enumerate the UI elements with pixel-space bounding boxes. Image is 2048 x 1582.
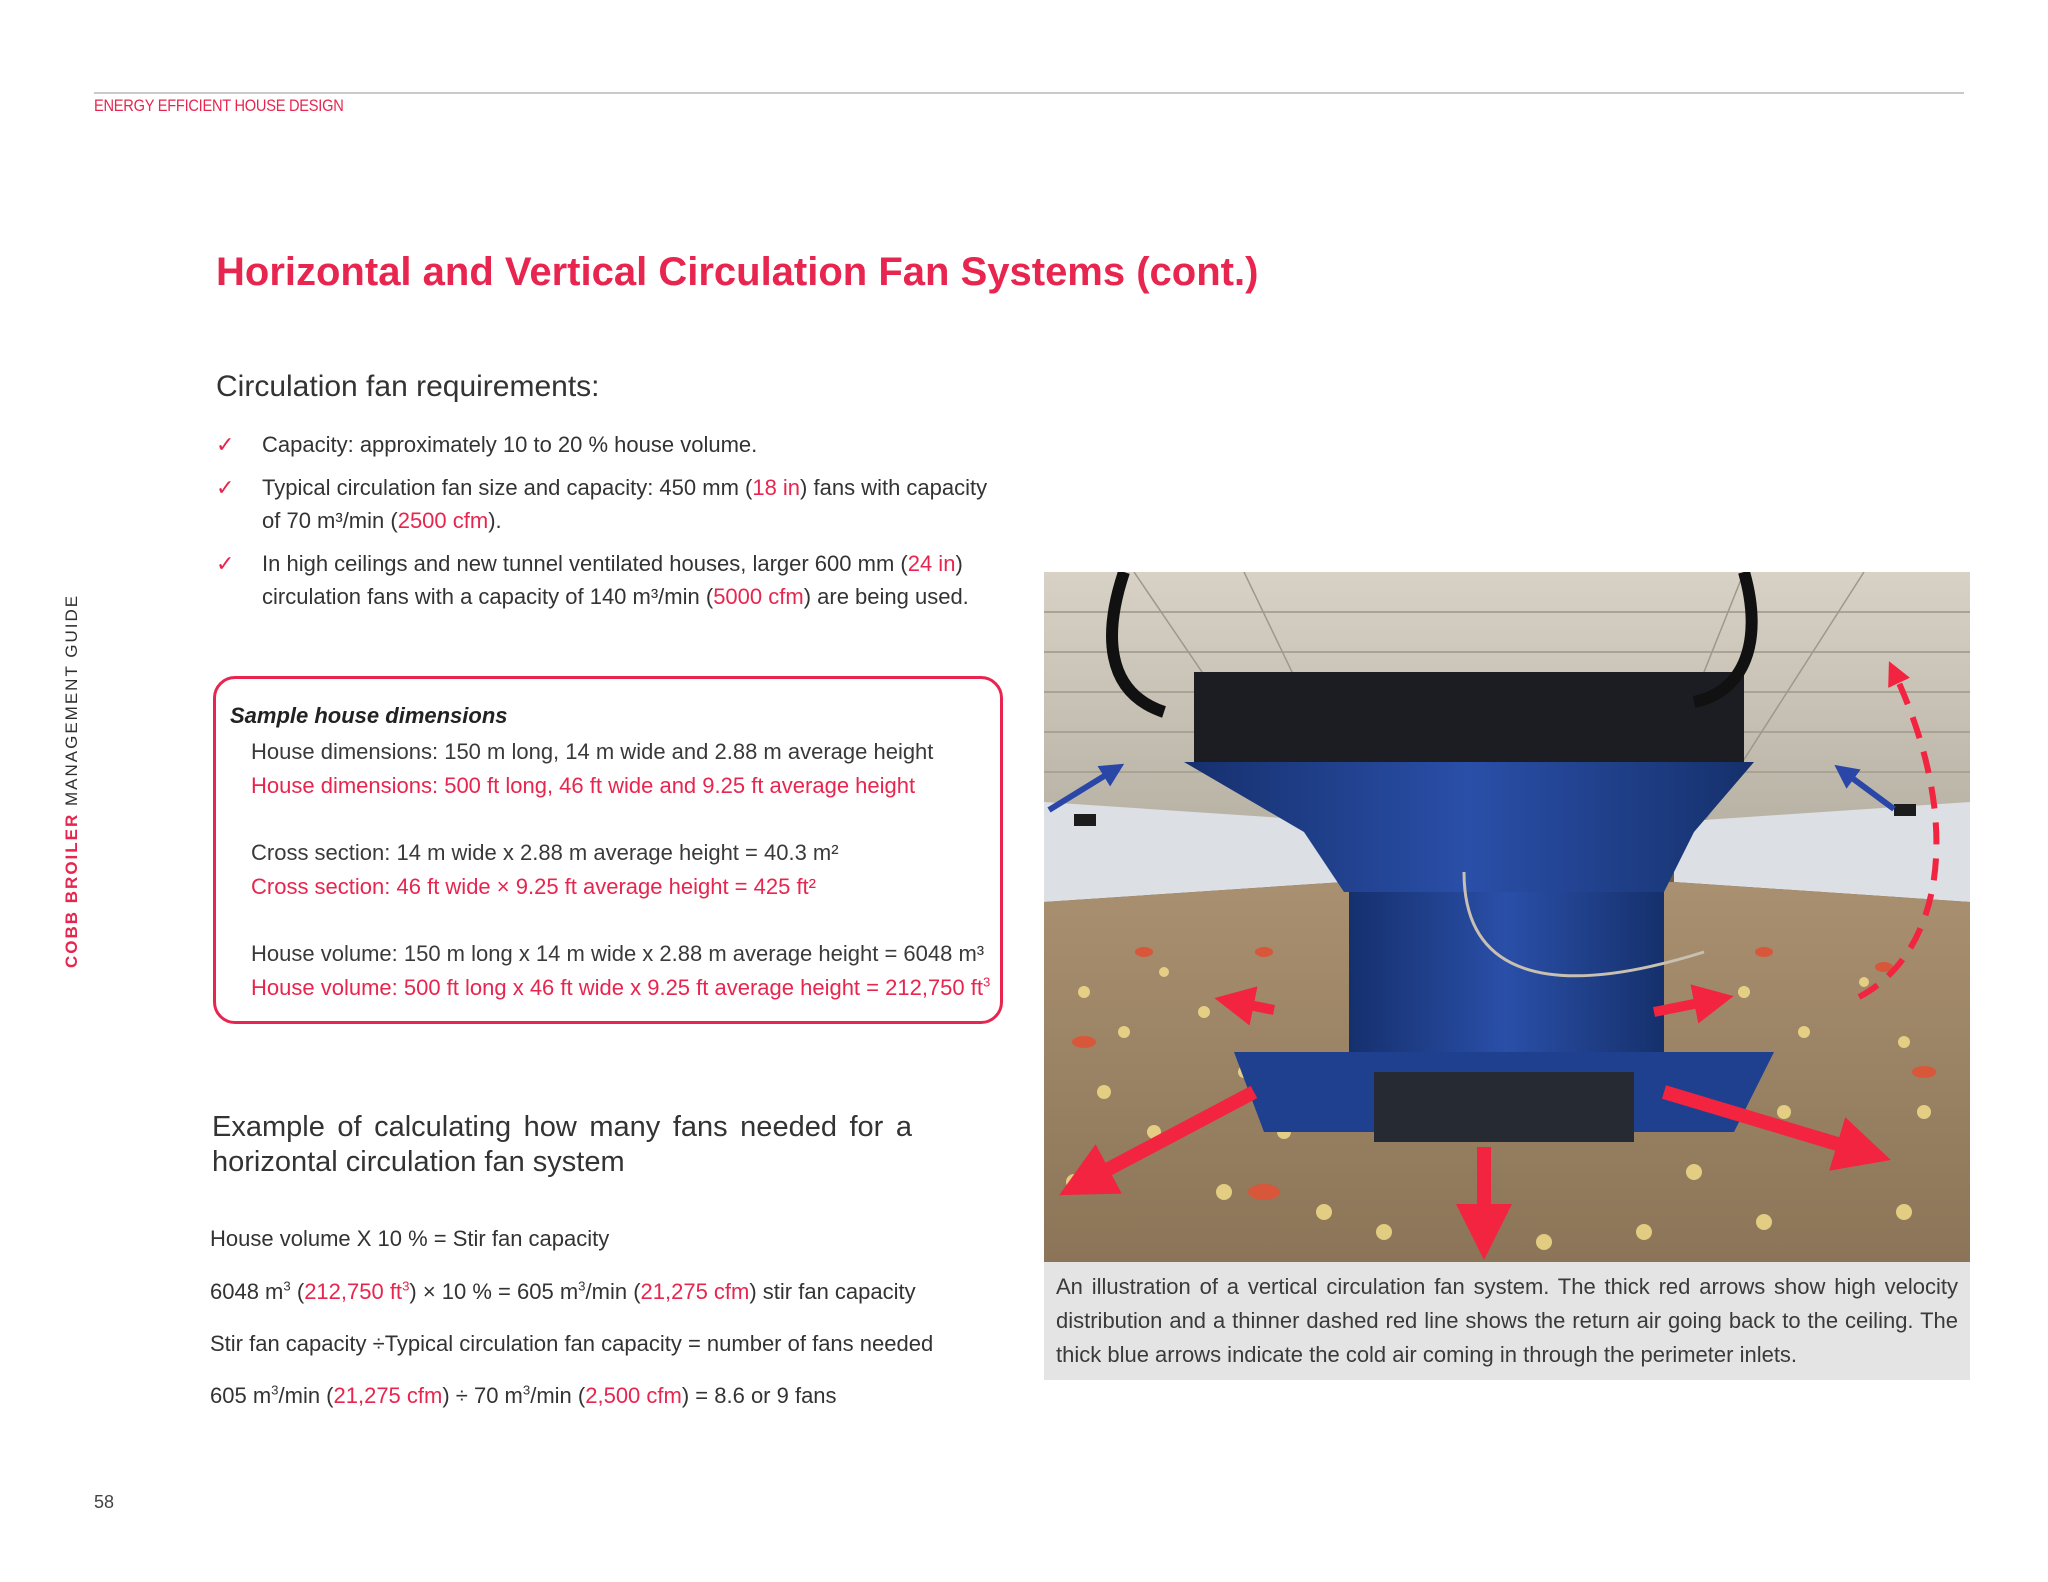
calc-line-3: Stir fan capacity ÷Typical circulation fan capacity = number of fans needed bbox=[210, 1331, 934, 1356]
requirement-text: ). bbox=[488, 508, 502, 533]
requirement-text: ) circulation fans with a capacity of 140 m³/min ( bbox=[262, 551, 963, 609]
volume-imperial bbox=[251, 971, 990, 1005]
check-icon: ✓ bbox=[216, 432, 235, 457]
calc-text: ) ÷ 70 m bbox=[442, 1383, 523, 1408]
superscript: 3 bbox=[283, 1278, 291, 1294]
requirement-text: ) fans with capacity of 70 m³/min ( bbox=[262, 475, 988, 533]
side-brand: COBB BROILER bbox=[62, 812, 81, 968]
dims-imperial: House dimensions: 500 ft long, 46 ft wide and 9.25 ft average height bbox=[251, 773, 916, 798]
requirement-text: ) are being used. bbox=[803, 584, 969, 609]
imperial-value: 2500 cfm bbox=[397, 508, 489, 533]
calc-text: ) = 8.6 or 9 fans bbox=[681, 1383, 837, 1408]
volume-imperial-text: House volume: 500 ft long x 46 ft wide x 9.25 ft average height = 212,750 ft bbox=[251, 975, 983, 1000]
side-rest: MANAGEMENT GUIDE bbox=[62, 593, 81, 813]
calc-text: ) stir fan capacity bbox=[749, 1279, 916, 1304]
calc-line-2 bbox=[210, 1279, 916, 1305]
sample-box-lines bbox=[251, 735, 990, 1005]
figure-caption: An illustration of a vertical circulation fan system. The thick red arrows show high velocity distribution and a thinner dashed red line shows the return air going back to the ceiling. The thick blue arrows indicate the cold air coming in through the perimeter inlets. bbox=[1044, 1262, 1970, 1380]
sample-dimensions-box bbox=[213, 676, 1003, 1024]
superscript: 3 bbox=[578, 1278, 586, 1294]
header-rule bbox=[94, 92, 1964, 94]
imperial-value: 212,750 ft bbox=[304, 1279, 403, 1304]
fan-system-photo bbox=[1044, 572, 1970, 1262]
calc-text: 6048 m bbox=[210, 1279, 284, 1304]
side-running-title bbox=[62, 594, 82, 968]
sample-box-title: Sample house dimensions bbox=[230, 703, 508, 728]
imperial-value: 21,275 cfm bbox=[333, 1383, 443, 1408]
calc-line-4 bbox=[210, 1383, 837, 1409]
page-title: Horizontal and Vertical Circulation Fan Systems (cont.) bbox=[216, 250, 1259, 294]
calc-text: /min ( bbox=[585, 1279, 641, 1304]
requirement-text: In high ceilings and new tunnel ventilated houses, larger 600 mm ( bbox=[262, 551, 908, 576]
imperial-value: 5000 cfm bbox=[713, 584, 804, 609]
page-number: 58 bbox=[94, 1492, 115, 1512]
list-item bbox=[216, 428, 1006, 461]
superscript: 3 bbox=[522, 1382, 531, 1398]
requirement-text: Typical circulation fan size and capacity: 450 mm ( bbox=[262, 475, 753, 500]
requirements-list bbox=[216, 428, 1006, 623]
section-label: ENERGY EFFICIENT HOUSE DESIGN bbox=[94, 96, 344, 115]
dims-metric: House dimensions: 150 m long, 14 m wide and 2.88 m average height bbox=[251, 739, 934, 764]
calc-text: 605 m bbox=[210, 1383, 272, 1408]
superscript: 3 bbox=[402, 1278, 410, 1294]
requirements-heading: Circulation fan requirements: bbox=[216, 370, 600, 403]
list-item bbox=[216, 471, 1006, 537]
calc-text: /min ( bbox=[530, 1383, 586, 1408]
volume-metric: House volume: 150 m long x 14 m wide x 2.88 m average height = 6048 m³ bbox=[251, 941, 985, 966]
cross-section-imperial: Cross section: 46 ft wide × 9.25 ft average height = 425 ft² bbox=[251, 874, 816, 899]
calc-line-1: House volume X 10 % = Stir fan capacity bbox=[210, 1226, 610, 1251]
imperial-value: 21,275 cfm bbox=[640, 1279, 750, 1304]
check-icon: ✓ bbox=[216, 475, 235, 500]
list-item bbox=[216, 547, 1006, 613]
imperial-value: 24 in bbox=[907, 551, 956, 576]
calc-text: /min ( bbox=[278, 1383, 334, 1408]
requirement-text: Capacity: approximately 10 to 20 % house volume. bbox=[262, 432, 758, 457]
check-icon: ✓ bbox=[216, 551, 235, 576]
superscript: 3 bbox=[982, 974, 991, 990]
imperial-value: 18 in bbox=[752, 475, 801, 500]
superscript: 3 bbox=[271, 1382, 279, 1398]
cross-section-metric: Cross section: 14 m wide x 2.88 m average height = 40.3 m² bbox=[251, 840, 839, 865]
imperial-value: 2,500 cfm bbox=[585, 1383, 682, 1408]
calc-text: ) × 10 % = 605 m bbox=[409, 1279, 579, 1304]
calc-text: ( bbox=[290, 1279, 305, 1304]
example-heading: Example of calculating how many fans needed for a horizontal circulation fan system bbox=[212, 1111, 912, 1178]
